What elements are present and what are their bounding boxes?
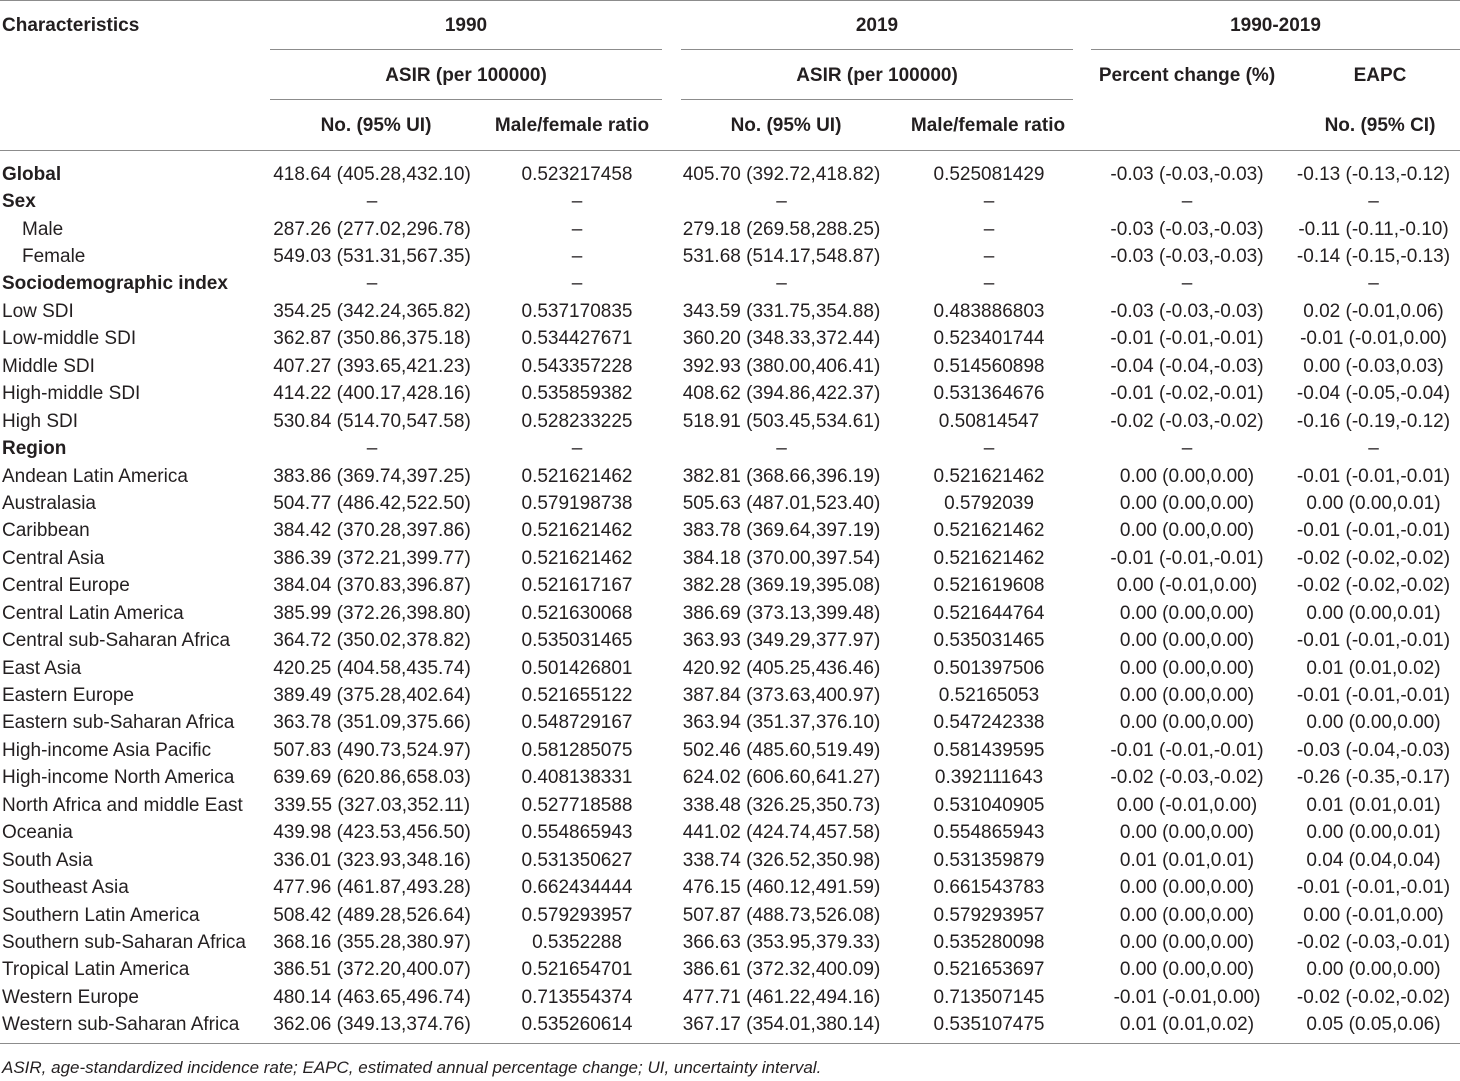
ratio-2019-value: 0.661543783: [933, 877, 1045, 899]
eapc-value: -0.01 (-0.01,-0.01): [1296, 465, 1451, 487]
asir-1990-value: 386.39 (372.21,399.77): [273, 547, 471, 569]
table-row: [0, 326, 1460, 353]
ratio-2019-value: 0.50814547: [938, 410, 1040, 432]
asir-1990-value: 354.25 (342.24,365.82): [273, 300, 471, 322]
rule-asir-2019: [681, 99, 1073, 100]
table-row: [0, 435, 1460, 462]
percent-change-value: 0.00 (0.00,0.00): [1119, 602, 1255, 624]
percent-change-value: -0.02 (-0.03,-0.02): [1110, 410, 1264, 432]
ratio-1990-value: 0.523217458: [521, 163, 633, 185]
asir-2019-value: 392.93 (380.00,406.41): [682, 355, 881, 377]
ratio-2019-value: 0.521619608: [933, 575, 1045, 597]
asir-1990-value: 639.69 (620.86,658.03): [273, 767, 471, 789]
percent-change-value: 0.00 (0.00,0.00): [1119, 931, 1255, 953]
asir-1990-value: 383.86 (369.74,397.25): [273, 465, 471, 487]
percent-change-value: 0.00 (0.00,0.00): [1119, 904, 1255, 926]
row-label: Central Europe: [2, 575, 130, 597]
percent-change-value: 0.01 (0.01,0.02): [1119, 1014, 1255, 1036]
table-row: [0, 627, 1460, 654]
ratio-1990-value: 0.662434444: [521, 877, 633, 899]
eapc-value: -0.13 (-0.13,-0.12): [1296, 163, 1451, 185]
no-ui-1990-header: No. (95% UI): [320, 115, 432, 136]
rule-2019: [681, 49, 1073, 50]
table-bottom-rule: [0, 1043, 1460, 1044]
eapc-value: -0.02 (-0.03,-0.01): [1296, 931, 1451, 953]
ratio-1990-value: 0.408138331: [521, 767, 633, 789]
ratio-2019-value: 0.531364676: [933, 383, 1045, 405]
asir-1990-value: –: [366, 191, 378, 213]
percent-change-value: -0.03 (-0.03,-0.03): [1110, 163, 1264, 185]
asir-2019-value: 624.02 (606.60,641.27): [682, 767, 881, 789]
asir-2019-value: 343.59 (331.75,354.88): [682, 300, 881, 322]
data-table: [0, 161, 1460, 1039]
ratio-1990-value: –: [571, 273, 583, 295]
eapc-value: –: [1368, 273, 1379, 295]
asir-2019-value: 387.84 (373.63,400.97): [682, 685, 881, 707]
characteristics-header: Characteristics: [2, 15, 140, 36]
table-row: [0, 874, 1460, 901]
eapc-value: -0.01 (-0.01,-0.01): [1296, 630, 1451, 652]
ratio-1990-value: 0.534427671: [521, 328, 633, 350]
row-label: Sex: [2, 191, 36, 213]
ratio-1990-value: 0.535260614: [521, 1014, 633, 1036]
mf-ratio-1990-header: Male/female ratio: [494, 115, 650, 136]
asir-2019-value: 384.18 (370.00,397.54): [682, 547, 881, 569]
table-row: [0, 1012, 1460, 1039]
table-row: [0, 518, 1460, 545]
eapc-value: 0.02 (-0.01,0.06): [1303, 300, 1444, 322]
ratio-2019-value: –: [983, 246, 995, 268]
ratio-2019-value: 0.521621462: [933, 547, 1045, 569]
table-row: [0, 243, 1460, 270]
ratio-2019-value: –: [983, 438, 995, 460]
percent-change-value: -0.03 (-0.03,-0.03): [1110, 300, 1264, 322]
ratio-2019-value: 0.581439595: [933, 739, 1045, 761]
asir-2019-value: 382.28 (369.19,395.08): [682, 575, 881, 597]
asir-2019-value: –: [776, 438, 787, 460]
asir-2019-value: 420.92 (405.25,436.46): [682, 657, 881, 679]
percent-change-value: 0.00 (0.00,0.00): [1119, 877, 1255, 899]
eapc-value: -0.02 (-0.02,-0.02): [1296, 575, 1451, 597]
eapc-value: -0.01 (-0.01,-0.01): [1296, 685, 1451, 707]
row-label: Southern sub-Saharan Africa: [2, 931, 246, 953]
table-row: [0, 984, 1460, 1011]
row-label: Low-middle SDI: [2, 328, 137, 350]
percent-change-value: 0.00 (0.00,0.00): [1119, 492, 1255, 514]
top-rule: [0, 0, 1460, 1]
asir-2019-value: 502.46 (485.60,519.49): [682, 739, 881, 761]
ratio-1990-value: 0.521630068: [521, 602, 633, 624]
asir-2019-value: 367.17 (354.01,380.14): [682, 1014, 881, 1036]
footnote: ASIR, age-standardized incidence rate; EAPC, estimated annual percentage change; UI, uncertainty interval.: [2, 1058, 822, 1077]
row-label: Central Asia: [2, 547, 105, 569]
ratio-1990-value: 0.581285075: [521, 739, 633, 761]
percent-change-value: -0.01 (-0.01,-0.01): [1110, 328, 1264, 350]
percent-change-value: -0.03 (-0.03,-0.03): [1110, 218, 1264, 240]
table-row: [0, 573, 1460, 600]
table-row: [0, 902, 1460, 929]
eapc-value: –: [1368, 438, 1379, 460]
eapc-value: -0.01 (-0.01,-0.01): [1296, 520, 1451, 542]
asir-1990-value: –: [366, 438, 378, 460]
table-row: [0, 655, 1460, 682]
eapc-value: 0.00 (-0.01,0.00): [1303, 904, 1444, 926]
table-row: [0, 765, 1460, 792]
asir-1990-value: 414.22 (400.17,428.16): [273, 383, 471, 405]
row-label: East Asia: [2, 657, 82, 679]
ratio-1990-value: 0.535859382: [521, 383, 633, 405]
table-row: [0, 545, 1460, 572]
ratio-1990-value: –: [571, 438, 583, 460]
asir-2019-value: 363.94 (351.37,376.10): [682, 712, 881, 734]
ratio-2019-value: 0.547242338: [933, 712, 1045, 734]
eapc-value: 0.05 (0.05,0.06): [1306, 1014, 1441, 1036]
ratio-1990-value: 0.521617167: [521, 575, 633, 597]
eapc-value: 0.01 (0.01,0.01): [1306, 794, 1441, 816]
asir-1990-value: 477.96 (461.87,493.28): [273, 877, 471, 899]
table-row: [0, 381, 1460, 408]
percent-change-value: 0.00 (0.00,0.00): [1119, 630, 1255, 652]
ratio-2019-value: 0.531040905: [933, 794, 1045, 816]
ratio-1990-value: 0.521621462: [521, 465, 633, 487]
asir-2019-value: 363.93 (349.29,377.97): [682, 630, 881, 652]
ratio-2019-value: 0.521653697: [933, 959, 1045, 981]
asir-1990-value: 386.51 (372.20,400.07): [273, 959, 471, 981]
asir-2019-value: 507.87 (488.73,526.08): [682, 904, 881, 926]
ratio-1990-value: –: [571, 246, 583, 268]
asir-1990-value: 420.25 (404.58,435.74): [273, 657, 471, 679]
eapc-value: 0.04 (0.04,0.04): [1306, 849, 1441, 871]
eapc-value: 0.00 (-0.03,0.03): [1303, 355, 1444, 377]
row-label: Eastern sub-Saharan Africa: [2, 712, 235, 734]
row-label: Low SDI: [2, 300, 74, 322]
row-label: Oceania: [2, 822, 73, 844]
percent-change-value: -0.01 (-0.02,-0.01): [1110, 383, 1264, 405]
table-row: [0, 408, 1460, 435]
ratio-2019-value: 0.521621462: [933, 465, 1045, 487]
row-label: Southeast Asia: [2, 877, 129, 899]
asir-1990-value: 368.16 (355.28,380.97): [273, 931, 471, 953]
ratio-1990-value: 0.579198738: [521, 492, 633, 514]
asir-2019-value: 441.02 (424.74,457.58): [682, 822, 881, 844]
eapc-value: -0.01 (-0.01,0.00): [1300, 328, 1447, 350]
asir-1990-value: 530.84 (514.70,547.58): [273, 410, 471, 432]
percent-change-value: 0.00 (-0.01,0.00): [1116, 794, 1258, 816]
percent-change-header: Percent change (%): [1098, 65, 1276, 86]
ratio-2019-value: 0.501397506: [933, 657, 1045, 679]
asir-2019-header: ASIR (per 100000): [796, 65, 958, 86]
ratio-1990-value: 0.521621462: [521, 520, 633, 542]
table-row: [0, 463, 1460, 490]
eapc-value: -0.14 (-0.15,-0.13): [1296, 246, 1451, 268]
asir-1990-value: 504.77 (486.42,522.50): [273, 492, 471, 514]
ratio-1990-value: 0.554865943: [521, 822, 633, 844]
row-label: High SDI: [2, 410, 79, 432]
ratio-2019-value: –: [983, 218, 995, 240]
table-row: [0, 490, 1460, 517]
asir-1990-value: 549.03 (531.31,567.35): [273, 246, 471, 268]
row-label: Sociodemographic index: [2, 273, 228, 295]
percent-change-value: -0.04 (-0.04,-0.03): [1110, 355, 1264, 377]
asir-1990-value: 389.49 (375.28,402.64): [273, 685, 471, 707]
asir-1990-value: 362.87 (350.86,375.18): [273, 328, 471, 350]
asir-1990-value: 364.72 (350.02,378.82): [273, 630, 471, 652]
period-1990-header: 1990: [444, 15, 488, 36]
rule-asir-1990: [270, 99, 662, 100]
table-row: [0, 847, 1460, 874]
eapc-value: -0.04 (-0.05,-0.04): [1296, 383, 1451, 405]
percent-change-value: -0.03 (-0.03,-0.03): [1110, 246, 1264, 268]
percent-change-value: –: [1181, 191, 1193, 213]
ratio-1990-value: 0.527718588: [521, 794, 633, 816]
asir-2019-value: 386.61 (372.32,400.09): [682, 959, 881, 981]
row-label: Caribbean: [2, 520, 90, 542]
ratio-1990-value: 0.713554374: [521, 986, 633, 1008]
eapc-value: -0.03 (-0.04,-0.03): [1296, 739, 1451, 761]
asir-1990-value: –: [366, 273, 378, 295]
asir-2019-value: 408.62 (394.86,422.37): [682, 383, 881, 405]
rule-1990: [270, 49, 662, 50]
row-label: Male: [22, 218, 64, 240]
rule-1990-2019: [1091, 49, 1460, 50]
ratio-1990-value: 0.501426801: [521, 657, 633, 679]
eapc-value: -0.26 (-0.35,-0.17): [1296, 767, 1451, 789]
asir-1990-value: 385.99 (372.26,398.80): [273, 602, 471, 624]
asir-1990-value: 339.55 (327.03,352.11): [273, 794, 471, 816]
eapc-value: -0.01 (-0.01,-0.01): [1296, 877, 1451, 899]
percent-change-value: 0.00 (0.00,0.00): [1119, 465, 1255, 487]
asir-2019-value: 477.71 (461.22,494.16): [682, 986, 881, 1008]
asir-1990-value: 439.98 (423.53,456.50): [273, 822, 471, 844]
eapc-value: -0.02 (-0.02,-0.02): [1296, 986, 1451, 1008]
percent-change-value: 0.00 (0.00,0.00): [1119, 712, 1255, 734]
ratio-1990-value: 0.531350627: [521, 849, 633, 871]
row-label: North Africa and middle East: [2, 794, 243, 816]
mf-ratio-2019-header: Male/female ratio: [910, 115, 1066, 136]
asir-1990-value: 362.06 (349.13,374.76): [273, 1014, 471, 1036]
percent-change-value: 0.00 (0.00,0.00): [1119, 520, 1255, 542]
ratio-2019-value: 0.554865943: [933, 822, 1045, 844]
asir-2019-value: –: [776, 273, 787, 295]
asir-1990-value: 363.78 (351.09,375.66): [273, 712, 471, 734]
asir-2019-value: 338.48 (326.25,350.73): [682, 794, 881, 816]
percent-change-value: 0.00 (-0.01,0.00): [1116, 575, 1258, 597]
table-row: [0, 161, 1460, 188]
row-label: Southern Latin America: [2, 904, 200, 926]
percent-change-value: –: [1181, 438, 1193, 460]
table-row: [0, 737, 1460, 764]
ratio-1990-value: 0.5352288: [532, 931, 622, 953]
row-label: Central Latin America: [2, 602, 184, 624]
eapc-value: 0.00 (0.00,0.01): [1306, 822, 1441, 844]
ratio-1990-value: –: [571, 191, 583, 213]
eapc-value: 0.00 (0.00,0.00): [1306, 712, 1441, 734]
eapc-value: -0.02 (-0.02,-0.02): [1296, 547, 1451, 569]
ratio-1990-value: –: [571, 218, 583, 240]
percent-change-value: -0.01 (-0.01,-0.01): [1110, 739, 1264, 761]
asir-1990-value: 480.14 (463.65,496.74): [273, 986, 471, 1008]
ratio-1990-value: 0.537170835: [521, 300, 633, 322]
table-row: [0, 353, 1460, 380]
row-label: High-income North America: [2, 767, 235, 789]
row-label: Eastern Europe: [2, 685, 135, 707]
eapc-value: 0.00 (0.00,0.01): [1306, 602, 1441, 624]
asir-1990-value: 384.42 (370.28,397.86): [273, 520, 471, 542]
row-label: Tropical Latin America: [2, 959, 190, 981]
ratio-1990-value: 0.579293957: [521, 904, 633, 926]
asir-2019-value: 386.69 (373.13,399.48): [682, 602, 881, 624]
ratio-2019-value: 0.5792039: [944, 492, 1034, 514]
table-row: [0, 188, 1460, 215]
asir-2019-value: 360.20 (348.33,372.44): [682, 328, 881, 350]
row-label: Global: [2, 163, 62, 185]
table-row: [0, 820, 1460, 847]
asir-1990-value: 507.83 (490.73,524.97): [273, 739, 471, 761]
table-row: [0, 792, 1460, 819]
table-body: [0, 161, 1460, 1039]
period-1990-2019-header: 1990-2019: [1230, 15, 1321, 36]
asir-2019-value: 505.63 (487.01,523.40): [682, 492, 881, 514]
ratio-1990-value: 0.521654701: [521, 959, 633, 981]
ratio-2019-value: 0.392111643: [934, 767, 1044, 789]
eapc-value: –: [1368, 191, 1379, 213]
row-label: Western sub-Saharan Africa: [2, 1014, 240, 1036]
percent-change-value: 0.00 (0.00,0.00): [1119, 959, 1255, 981]
table-row: [0, 600, 1460, 627]
asir-2019-value: 531.68 (514.17,548.87): [682, 246, 881, 268]
ratio-1990-value: 0.548729167: [521, 712, 633, 734]
percent-change-value: 0.00 (0.00,0.00): [1119, 685, 1255, 707]
eapc-value: 0.00 (0.00,0.00): [1306, 959, 1441, 981]
table-row: [0, 682, 1460, 709]
asir-2019-value: 405.70 (392.72,418.82): [682, 163, 881, 185]
no-ci-header: No. (95% CI): [1324, 115, 1436, 136]
table-row: [0, 298, 1460, 325]
percent-change-value: 0.00 (0.00,0.00): [1119, 657, 1255, 679]
header-bottom-rule: [0, 150, 1460, 151]
ratio-1990-value: 0.521621462: [521, 547, 633, 569]
row-label: Middle SDI: [2, 355, 95, 377]
table-row: [0, 216, 1460, 243]
asir-1990-value: 508.42 (489.28,526.64): [273, 904, 471, 926]
no-ui-2019-header: No. (95% UI): [730, 115, 842, 136]
ratio-1990-value: 0.535031465: [521, 630, 633, 652]
ratio-1990-value: 0.521655122: [521, 685, 633, 707]
ratio-2019-value: 0.521621462: [933, 520, 1045, 542]
eapc-value: -0.11 (-0.11,-0.10): [1298, 218, 1449, 240]
percent-change-value: -0.02 (-0.03,-0.02): [1110, 767, 1264, 789]
row-label: Female: [22, 246, 86, 268]
percent-change-value: -0.01 (-0.01,0.00): [1113, 986, 1261, 1008]
table-row: [0, 957, 1460, 984]
row-label: High-income Asia Pacific: [2, 739, 212, 761]
table-row: [0, 271, 1460, 298]
ratio-2019-value: 0.52165053: [938, 685, 1040, 707]
ratio-2019-value: 0.713507145: [933, 986, 1045, 1008]
asir-2019-value: –: [776, 191, 787, 213]
row-label: Central sub-Saharan Africa: [2, 630, 231, 652]
row-label: Australasia: [2, 492, 96, 514]
ratio-2019-value: 0.535031465: [933, 630, 1045, 652]
ratio-2019-value: –: [983, 273, 995, 295]
period-2019-header: 2019: [855, 15, 899, 36]
asir-2019-value: 476.15 (460.12,491.59): [682, 877, 881, 899]
ratio-2019-value: 0.535280098: [933, 931, 1045, 953]
ratio-2019-value: 0.579293957: [933, 904, 1045, 926]
asir-1990-header: ASIR (per 100000): [385, 65, 547, 86]
asir-1990-value: 336.01 (323.93,348.16): [273, 849, 471, 871]
asir-1990-value: 418.64 (405.28,432.10): [273, 163, 471, 185]
eapc-value: -0.16 (-0.19,-0.12): [1296, 410, 1451, 432]
row-label: South Asia: [2, 849, 93, 871]
ratio-2019-value: 0.523401744: [933, 328, 1045, 350]
ratio-2019-value: 0.483886803: [933, 300, 1045, 322]
table-row: [0, 929, 1460, 956]
ratio-1990-value: 0.528233225: [521, 410, 633, 432]
ratio-2019-value: 0.514560898: [933, 355, 1045, 377]
eapc-header: EAPC: [1353, 65, 1407, 86]
eapc-value: 0.01 (0.01,0.02): [1306, 657, 1441, 679]
row-label: Region: [2, 438, 67, 460]
eapc-value: 0.00 (0.00,0.01): [1306, 492, 1441, 514]
ratio-2019-value: 0.531359879: [933, 849, 1045, 871]
row-label: Andean Latin America: [2, 465, 188, 487]
ratio-2019-value: 0.525081429: [933, 163, 1045, 185]
ratio-2019-value: –: [983, 191, 995, 213]
asir-2019-value: 382.81 (368.66,396.19): [682, 465, 881, 487]
percent-change-value: -0.01 (-0.01,-0.01): [1110, 547, 1264, 569]
ratio-1990-value: 0.543357228: [521, 355, 633, 377]
ratio-2019-value: 0.521644764: [933, 602, 1045, 624]
asir-1990-value: 287.26 (277.02,296.78): [273, 218, 471, 240]
asir-2019-value: 366.63 (353.95,379.33): [682, 931, 881, 953]
asir-2019-value: 279.18 (269.58,288.25): [682, 218, 881, 240]
ratio-2019-value: 0.535107475: [933, 1014, 1045, 1036]
percent-change-value: –: [1181, 273, 1193, 295]
asir-2019-value: 338.74 (326.52,350.98): [682, 849, 881, 871]
table-row: [0, 710, 1460, 737]
asir-2019-value: 383.78 (369.64,397.19): [682, 520, 881, 542]
percent-change-value: 0.01 (0.01,0.01): [1119, 849, 1255, 871]
row-label: Western Europe: [2, 986, 139, 1008]
asir-1990-value: 407.27 (393.65,421.23): [273, 355, 471, 377]
percent-change-value: 0.00 (0.00,0.00): [1119, 822, 1255, 844]
asir-1990-value: 384.04 (370.83,396.87): [273, 575, 471, 597]
asir-2019-value: 518.91 (503.45,534.61): [682, 410, 881, 432]
row-label: High-middle SDI: [2, 383, 141, 405]
